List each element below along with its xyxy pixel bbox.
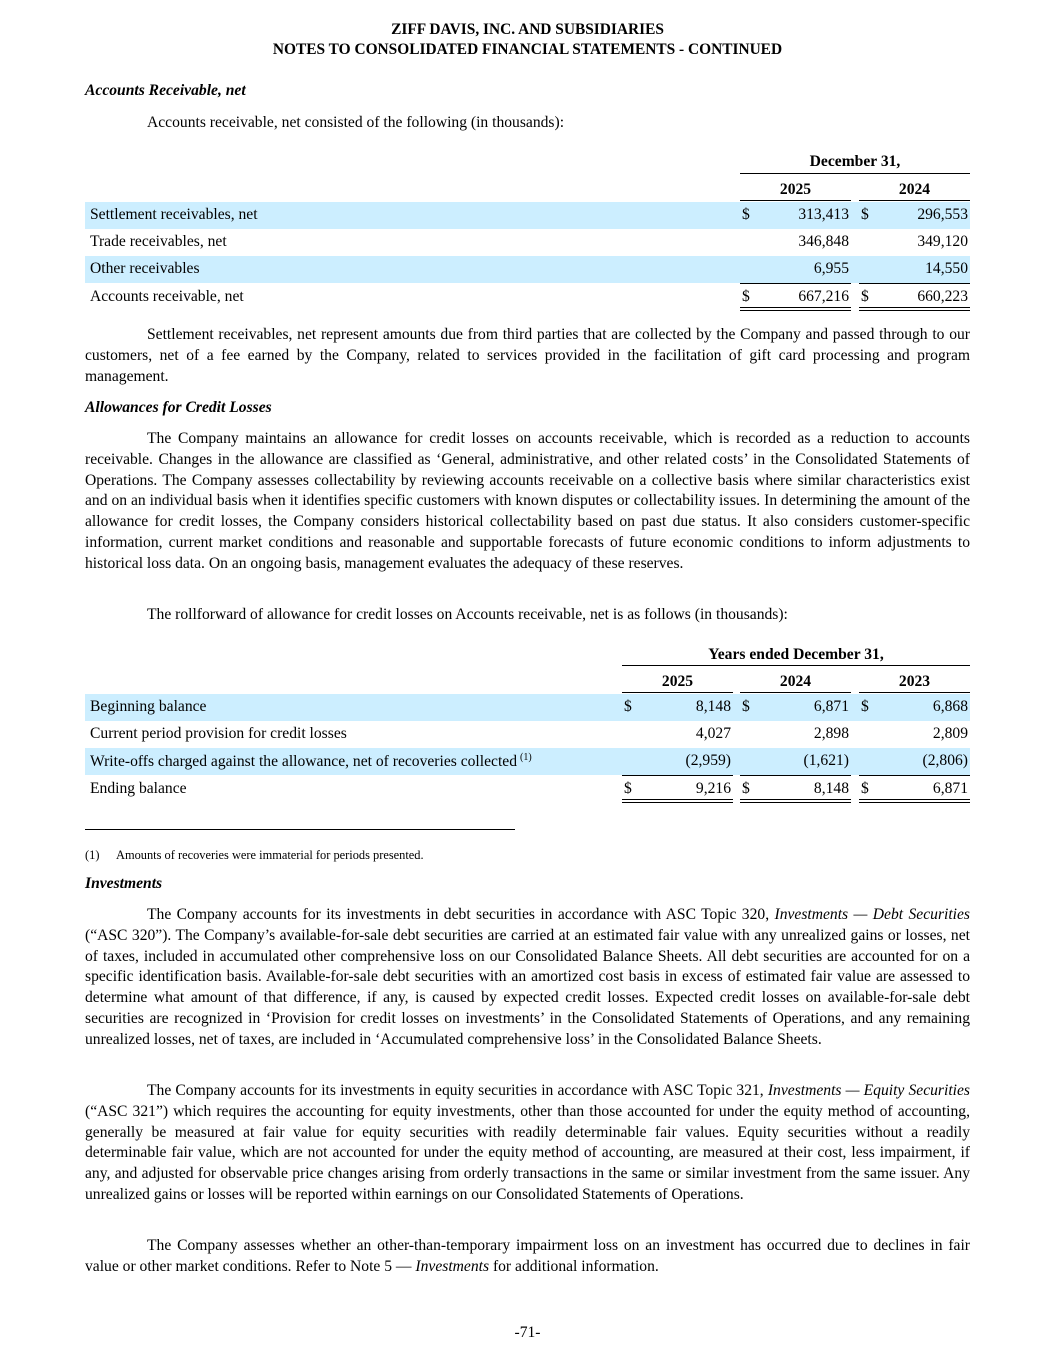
value-2024: 14,550 (925, 260, 968, 277)
footnote-text: Amounts of recoveries were immaterial for periods presented. (116, 848, 424, 862)
paragraph-text: The Company assesses whether an other-than-temporary impairment loss on an investment has occurred due to declines in fair value or other market conditions. Refer to Note 5 — (85, 1237, 970, 1275)
investments-debt-paragraph (85, 905, 970, 1051)
page-title: NOTES TO CONSOLIDATED FINANCIAL STATEMENTS - CONTINUED (272, 41, 783, 58)
rollforward-group-header: Years ended December 31, (708, 646, 884, 663)
rollforward-col-header-2024: 2024 (779, 673, 812, 690)
table-row (85, 256, 970, 283)
paragraph-text: for additional information. (489, 1257, 659, 1275)
rollforward-intro-text: The rollforward of allowance for credit losses on Accounts receivable, net is as follows (in thousands): (147, 606, 788, 623)
row-label: Current period provision for credit losses (90, 725, 347, 742)
rollforward-header-rule (622, 665, 970, 666)
paragraph-text: (“ASC 321”) which requires the accounting for equity investments, other than those accounted for under the equity method of accounting, generally be measured at fair value for equity securities with readily determinable fair values. Equity securities without a readily determinable fair value, which are not accounted for under the equity method of accounting, are measured at their cost, less impairment, if any, and adjusted for observable price changes arising from orderly transactions in the same or similar investment from the same issuer. Any unrealized gains or losses will be reported within earnings on our Consolidated Statements of Operations. (85, 1102, 970, 1203)
table-row (85, 694, 970, 721)
dollar-sign: $ (861, 698, 869, 715)
dollar-sign: $ (742, 698, 750, 715)
value-2024: 8,148 (813, 780, 849, 797)
rollforward-col-rule (622, 692, 733, 693)
total-double-rule (740, 799, 851, 803)
paragraph-text: (“ASC 320”). The Company’s available-for-sale debt securities are carried at an estimated fair value with any unrealized gains or losses, net of taxes, included in accumulated other comprehensive loss on our Consolidated Balance Sheets. All debt securities are accounted for on a specific identification basis. Available-for-sale debt securities with an amortized cost basis in excess of estimated fair value are assessed to determine what amount of that difference, if any, is caused by expected credit losses. Expected credit losses on available-for-sale debt securities are recognized in ‘Provision for credit losses on investments’ in the Consolidated Statements of Operations, and any remaining unrealized losses, net of taxes, are included in ‘Accumulated comprehensive loss’ in the Consolidated Balance Sheets. (85, 926, 970, 1048)
paragraph-italic-text: Investments — Debt Securities (774, 906, 970, 923)
dollar-sign: $ (742, 288, 750, 305)
ar-col-header-2025: 2025 (779, 181, 812, 198)
paragraph-italic-text: Investments (415, 1257, 490, 1275)
value-2025: 9,216 (695, 780, 731, 797)
total-double-rule (859, 799, 970, 803)
ar-col-rule (859, 200, 970, 201)
value-2025: 4,027 (695, 725, 731, 742)
footnote-reference: (1) (520, 752, 532, 763)
paragraph-text: The Company accounts for its investments in debt securities in accordance with ASC Topic 320, (147, 906, 775, 923)
dollar-sign: $ (624, 780, 632, 797)
paragraph-text: The Company accounts for its investments in equity securities in accordance with ASC Topic 321, (147, 1082, 768, 1099)
table-row (85, 748, 970, 775)
dollar-sign: $ (861, 288, 869, 305)
total-double-rule (622, 799, 733, 803)
rollforward-col-rule (740, 692, 851, 693)
value-2024: 349,120 (917, 233, 968, 250)
value-2025: 6,955 (813, 260, 849, 277)
value-2025: 346,848 (798, 233, 849, 250)
value-2023: (2,806) (922, 752, 968, 769)
value-2023: 6,871 (932, 780, 968, 797)
dollar-sign: $ (861, 780, 869, 797)
total-double-rule (859, 307, 970, 311)
value-2025: 313,413 (798, 206, 849, 223)
row-label: Other receivables (90, 260, 200, 277)
row-label: Beginning balance (90, 698, 207, 715)
table-row (85, 202, 970, 229)
section-heading-investments: Investments (85, 875, 163, 892)
dollar-sign: $ (861, 206, 869, 223)
section-heading-allowances: Allowances for Credit Losses (85, 399, 272, 416)
table-row (85, 229, 970, 256)
rollforward-col-header-2023: 2023 (898, 673, 931, 690)
value-2025: 667,216 (798, 288, 849, 305)
footnote-divider (85, 829, 515, 830)
ar-col-rule (740, 200, 851, 201)
row-label (90, 752, 532, 771)
company-name: ZIFF DAVIS, INC. AND SUBSIDIARIES (391, 21, 664, 38)
allowance-paragraph: The Company maintains an allowance for credit losses on accounts receivable, which is recorded as a reduction to accounts receivable. Changes in the allowance are classified as ‘General, administrative, and other related costs’ in the Consolidated Statements of Operations. The Company assesses collectability by reviewing accounts receivable on a collective basis where similar characteristics exist and on an individual basis when it identifies specific customers with known disputes or collectability issues. In determining the amount of the allowance for credit losses, the Company considers historical collectability based on past due status. It also considers customer-specific information, current market conditions and reasonable and supportable forecasts of future economic conditions to inform adjustments to historical loss data. On an ongoing basis, management evaluates the adequacy of these reserves. (85, 430, 970, 572)
dollar-sign: $ (624, 698, 632, 715)
ar-col-header-2024: 2024 (898, 181, 931, 198)
value-2023: 6,868 (932, 698, 968, 715)
row-label-text: Write-offs charged against the allowance, net of recoveries collected (90, 753, 517, 770)
row-label: Settlement receivables, net (90, 206, 258, 223)
table-row (85, 721, 970, 748)
ar-intro-text: Accounts receivable, net consisted of the following (in thousands): (147, 114, 565, 131)
investments-equity-paragraph (85, 1081, 970, 1206)
rollforward-col-rule (859, 692, 970, 693)
value-2023: 2,809 (932, 725, 968, 742)
value-2024: 6,871 (813, 698, 849, 715)
row-label: Accounts receivable, net (90, 288, 244, 305)
value-2024: 660,223 (917, 288, 968, 305)
investments-impairment-paragraph (85, 1236, 970, 1278)
value-2024: 296,553 (917, 206, 968, 223)
ar-header-rule (740, 173, 970, 174)
page-number: -71- (514, 1324, 541, 1341)
dollar-sign: $ (742, 206, 750, 223)
value-2025: 8,148 (695, 698, 731, 715)
dollar-sign: $ (742, 780, 750, 797)
settlement-note-paragraph: Settlement receivables, net represent amounts due from third parties that are collected by the Company and passed through to our customers, net of a fee earned by the Company, related to services provided in the facilitation of gift card processing and program management. (85, 326, 970, 385)
paragraph-italic-text: Investments — Equity Securities (767, 1082, 970, 1099)
footnote-mark: (1) (85, 848, 100, 862)
total-double-rule (740, 307, 851, 311)
section-heading-accounts-receivable: Accounts Receivable, net (85, 82, 246, 99)
value-2024: (1,621) (803, 752, 849, 769)
row-label: Ending balance (90, 780, 187, 797)
value-2025: (2,959) (685, 752, 731, 769)
rollforward-col-header-2025: 2025 (661, 673, 694, 690)
footnote (85, 848, 424, 863)
ar-group-header: December 31, (809, 153, 901, 170)
value-2024: 2,898 (813, 725, 849, 742)
row-label: Trade receivables, net (90, 233, 227, 250)
